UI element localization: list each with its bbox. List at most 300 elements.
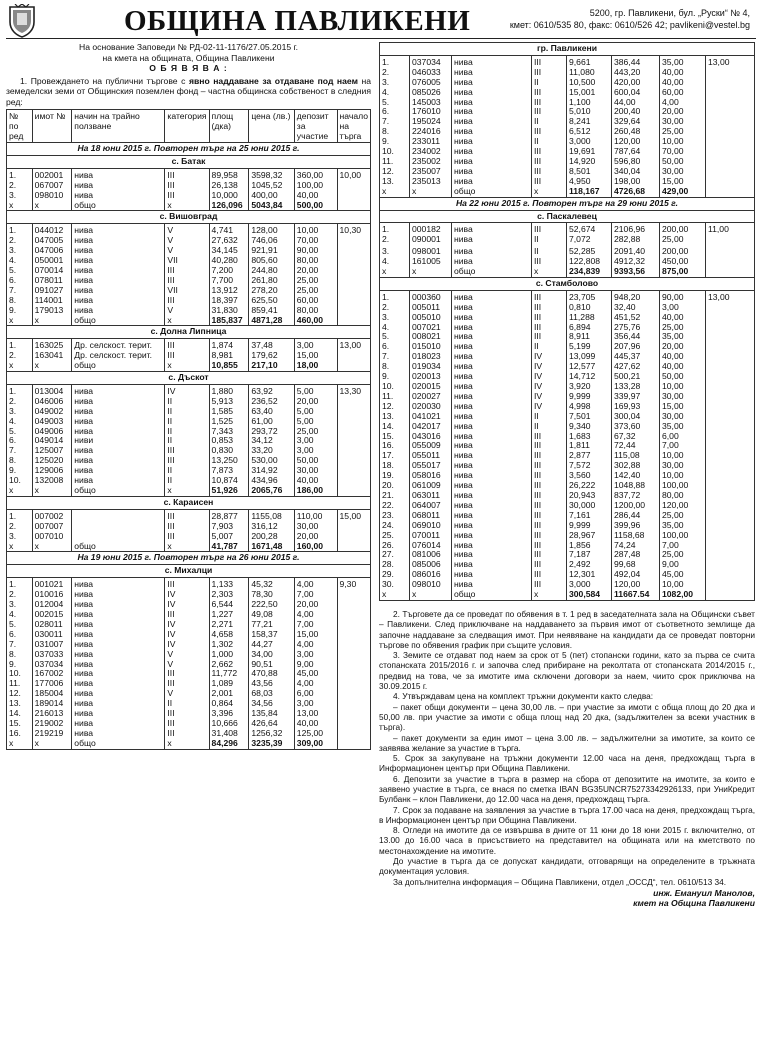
cell-deposit: 40,00 — [294, 476, 337, 486]
col-num: № по ред — [7, 110, 33, 143]
note-paragraph: 5. Срок за закупуване на тръжни документи 12.00 часа на деня, предхождащ търга в Информационен център при Община Павликени. — [379, 753, 755, 774]
cell-imot: 030011 — [32, 630, 72, 640]
cell-start — [706, 107, 755, 117]
cell-price: 77,21 — [249, 620, 294, 630]
cell-num: 2. — [380, 303, 410, 313]
cell-use — [72, 509, 165, 521]
cell-imot: x — [32, 316, 72, 326]
village-row — [380, 277, 755, 290]
cell-category: III — [532, 481, 567, 491]
cell-use: нива — [72, 729, 165, 739]
table-row — [380, 580, 755, 590]
cell-category: III — [532, 550, 567, 560]
cell-deposit: 7,00 — [660, 441, 706, 451]
cell-num: 4. — [7, 256, 33, 266]
cell-start — [706, 412, 755, 422]
cell-imot: 076014 — [410, 541, 452, 551]
cell-start: 13,00 — [337, 339, 370, 351]
cell-use: нива — [72, 476, 165, 486]
table-row — [7, 168, 371, 180]
cell-use: нива — [452, 332, 532, 342]
village-name: с. Паскалевец — [380, 210, 755, 223]
cell-category: III — [532, 290, 567, 302]
cell-num: x — [7, 201, 33, 211]
cell-start — [337, 630, 370, 640]
table-row — [7, 650, 371, 660]
col-start: начало на търга — [337, 110, 370, 143]
cell-num: 4. — [380, 323, 410, 333]
cell-price: 11667.54 — [612, 590, 660, 600]
cell-area: 1,000 — [209, 650, 249, 660]
cell-start — [337, 610, 370, 620]
cell-area: 5,010 — [567, 107, 612, 117]
cell-area: 185,837 — [209, 316, 249, 326]
cell-imot: 224016 — [410, 127, 452, 137]
cell-price: 316,12 — [249, 522, 294, 532]
cell-area: 0,830 — [209, 446, 249, 456]
cell-num: x — [380, 590, 410, 600]
cell-category: IV — [165, 590, 209, 600]
cell-imot: 067007 — [32, 181, 72, 191]
cell-imot: 132008 — [32, 476, 72, 486]
cell-imot: 007021 — [410, 323, 452, 333]
cell-imot: 234002 — [410, 147, 452, 157]
cell-num: 6. — [7, 276, 33, 286]
cell-category: VII — [165, 286, 209, 296]
cell-category: II — [532, 78, 567, 88]
cell-imot: x — [32, 201, 72, 211]
cell-imot: 078011 — [32, 276, 72, 286]
cell-area: 7,200 — [209, 266, 249, 276]
cell-use: нива — [72, 650, 165, 660]
cell-deposit: 35,00 — [660, 422, 706, 432]
cell-area: 10,500 — [567, 78, 612, 88]
cell-num: 1. — [7, 224, 33, 236]
cell-area: 34,145 — [209, 246, 249, 256]
cell-deposit: 30,00 — [660, 392, 706, 402]
cell-deposit: 500,00 — [294, 201, 337, 211]
cell-category: III — [532, 55, 567, 67]
cell-use: нива — [452, 127, 532, 137]
cell-price: 78,30 — [249, 590, 294, 600]
cell-deposit: 30,00 — [660, 412, 706, 422]
cell-imot: 049002 — [32, 407, 72, 417]
total-row — [380, 267, 755, 277]
cell-num: 9. — [380, 372, 410, 382]
cell-num: 7. — [380, 352, 410, 362]
cell-start — [706, 491, 755, 501]
cell-area: 1,585 — [209, 407, 249, 417]
cell-num: 4. — [7, 610, 33, 620]
cell-deposit: 10,00 — [660, 580, 706, 590]
cell-area: 52,285 — [567, 245, 612, 257]
cell-deposit: 10,00 — [660, 471, 706, 481]
cell-use: нива — [452, 117, 532, 127]
cell-price: 260,48 — [612, 127, 660, 137]
cell-category: III — [532, 580, 567, 590]
cell-category: III — [165, 729, 209, 739]
cell-area: 122,808 — [567, 257, 612, 267]
cell-deposit: 45,00 — [660, 570, 706, 580]
cell-use: ниви — [72, 436, 165, 446]
cell-use: нива — [452, 432, 532, 442]
cell-deposit: 18,00 — [294, 361, 337, 371]
cell-start — [337, 542, 370, 552]
cell-category: III — [532, 313, 567, 323]
cell-price: 99,68 — [612, 560, 660, 570]
cell-area: 11,288 — [567, 313, 612, 323]
cell-num: 2. — [380, 235, 410, 245]
cell-num: 12. — [380, 167, 410, 177]
cell-start — [337, 660, 370, 670]
village-name: гр. Павликени — [380, 43, 755, 56]
cell-use: нива — [452, 461, 532, 471]
cell-price: 287,48 — [612, 550, 660, 560]
cell-category: III — [532, 451, 567, 461]
cell-num: 9. — [7, 466, 33, 476]
cell-area: 2,492 — [567, 560, 612, 570]
cell-num: 1. — [7, 384, 33, 396]
cell-deposit: 3,00 — [294, 436, 337, 446]
cell-area: 5,199 — [567, 342, 612, 352]
cell-area: 28,967 — [567, 531, 612, 541]
cell-num: 3. — [380, 313, 410, 323]
cell-area: 3,000 — [567, 137, 612, 147]
cell-start — [706, 68, 755, 78]
cell-use: нива — [72, 590, 165, 600]
cell-deposit: 25,00 — [660, 550, 706, 560]
cell-imot: 000360 — [410, 290, 452, 302]
cell-use: нива — [72, 384, 165, 396]
cell-use: нива — [72, 719, 165, 729]
cell-start — [337, 181, 370, 191]
cell-num: 9. — [380, 137, 410, 147]
cell-start — [706, 127, 755, 137]
cell-deposit: 186,00 — [294, 486, 337, 496]
cell-deposit: 120,00 — [660, 501, 706, 511]
cell-start — [337, 486, 370, 496]
auction-date-row — [380, 197, 755, 210]
cell-price: 200,40 — [612, 107, 660, 117]
cell-deposit: 25,00 — [660, 127, 706, 137]
cell-deposit: 70,00 — [294, 236, 337, 246]
cell-use: нива — [452, 55, 532, 67]
cell-num: 6. — [380, 107, 410, 117]
cell-imot: 020027 — [410, 392, 452, 402]
cell-imot: 043016 — [410, 432, 452, 442]
cell-category: III — [532, 461, 567, 471]
cell-area: 20,943 — [567, 491, 612, 501]
cell-num: 15. — [380, 432, 410, 442]
cell-deposit: 3,00 — [294, 339, 337, 351]
cell-deposit: 13,00 — [294, 709, 337, 719]
cell-use: нива — [452, 107, 532, 117]
cell-num: 2. — [7, 181, 33, 191]
cell-start — [706, 303, 755, 313]
cell-area: 8,981 — [209, 351, 249, 361]
cell-price: 33,20 — [249, 446, 294, 456]
cell-deposit: 20,00 — [294, 397, 337, 407]
cell-use: общо — [452, 187, 532, 197]
cell-area: 1,874 — [209, 339, 249, 351]
cell-category: II — [532, 137, 567, 147]
cell-price: 68,03 — [249, 689, 294, 699]
note-paragraph: До участие в търга да се допускат кандидати, отговарящи на определените в тръжната документация условия. — [379, 856, 755, 877]
auction-date: На 22 юни 2015 г. Повторен търг на 29 юни 2015 г. — [380, 197, 755, 210]
cell-start — [337, 286, 370, 296]
cell-imot: 013004 — [32, 384, 72, 396]
cell-num: 3. — [7, 407, 33, 417]
cell-num: 7. — [7, 640, 33, 650]
cell-deposit: 25,00 — [660, 511, 706, 521]
cell-deposit: 70,00 — [660, 147, 706, 157]
cell-category: III — [532, 147, 567, 157]
cell-deposit: 40,00 — [660, 78, 706, 88]
cell-category: V — [165, 306, 209, 316]
cell-category: II — [532, 245, 567, 257]
cell-num: 2. — [7, 236, 33, 246]
cell-price: 217,10 — [249, 361, 294, 371]
cell-use: нива — [452, 68, 532, 78]
cell-price: 451,52 — [612, 313, 660, 323]
cell-start — [706, 511, 755, 521]
cell-price: 4871,28 — [249, 316, 294, 326]
cell-area: 52,674 — [567, 223, 612, 235]
cell-area: 26,138 — [209, 181, 249, 191]
cell-deposit: 100,00 — [294, 181, 337, 191]
cell-num: x — [380, 267, 410, 277]
cell-use: нива — [452, 570, 532, 580]
cell-use: нива — [452, 412, 532, 422]
table-row — [380, 177, 755, 187]
cell-price: 63,92 — [249, 384, 294, 396]
cell-use: нива — [72, 610, 165, 620]
cell-area: 5,007 — [209, 532, 249, 542]
cell-start — [706, 580, 755, 590]
village-name: с. Караисен — [7, 496, 371, 509]
cell-deposit: 460,00 — [294, 316, 337, 326]
cell-imot: 061009 — [410, 481, 452, 491]
cell-category: IV — [165, 630, 209, 640]
cell-category: IV — [532, 402, 567, 412]
cell-use: нива — [452, 177, 532, 187]
cell-deposit: 3,00 — [294, 650, 337, 660]
cell-use: нива — [72, 266, 165, 276]
cell-num: 3. — [380, 78, 410, 88]
cell-deposit: 40,00 — [660, 313, 706, 323]
cell-price: 386,44 — [612, 55, 660, 67]
cell-category: II — [165, 436, 209, 446]
cell-area: 28,877 — [209, 509, 249, 521]
cell-start — [706, 257, 755, 267]
note-paragraph: 6. Депозити за участие в търга в размер на сбора от депозитите на имотите, за които е заявено участие в търга, се внася по сметка IBAN BG35UNCR75273342926133, при УниКредит Булбанк – клон Павликени, до 12.00 часа на деня, предхождащ търга. — [379, 773, 755, 805]
cell-num: 8. — [7, 296, 33, 306]
cell-imot: 114001 — [32, 296, 72, 306]
cell-num: 3. — [7, 191, 33, 201]
cell-use: общо — [72, 542, 165, 552]
cell-use: нива — [72, 224, 165, 236]
cell-category: III — [532, 127, 567, 137]
cell-num: 2. — [7, 351, 33, 361]
cell-area: 6,512 — [567, 127, 612, 137]
cell-category: III — [532, 98, 567, 108]
cell-category: V — [165, 660, 209, 670]
cell-category: III — [532, 471, 567, 481]
cell-price: 286,44 — [612, 511, 660, 521]
cell-price: 72,44 — [612, 441, 660, 451]
cell-use: нива — [452, 382, 532, 392]
cell-start — [706, 323, 755, 333]
cell-area: 11,080 — [567, 68, 612, 78]
cell-deposit: 309,00 — [294, 739, 337, 749]
cell-price: 44,00 — [612, 98, 660, 108]
cell-imot: x — [32, 739, 72, 749]
cell-category: V — [165, 689, 209, 699]
cell-use: нива — [72, 256, 165, 266]
cell-num: 21. — [380, 491, 410, 501]
cell-start — [706, 372, 755, 382]
note-paragraph: За допълнителна информация – Община Павликени, отдел „ОССД“, тел. 0610/513 34. — [393, 876, 727, 887]
cell-price: 302,88 — [612, 461, 660, 471]
cell-use: нива — [452, 471, 532, 481]
cell-start — [337, 397, 370, 407]
cell-price: 34,12 — [249, 436, 294, 446]
cell-start — [706, 117, 755, 127]
cell-area: 27,632 — [209, 236, 249, 246]
cell-start — [337, 600, 370, 610]
cell-deposit: 25,00 — [294, 427, 337, 437]
cell-area: 4,950 — [567, 177, 612, 187]
cell-use: общо — [72, 316, 165, 326]
cell-area: 1,525 — [209, 417, 249, 427]
cell-imot: 085026 — [410, 88, 452, 98]
cell-deposit: 10,00 — [294, 224, 337, 236]
village-row — [7, 155, 371, 168]
cell-imot: 002001 — [32, 168, 72, 180]
cell-price: 492,04 — [612, 570, 660, 580]
cell-price: 261,80 — [249, 276, 294, 286]
cell-use: нива — [452, 137, 532, 147]
cell-category: V — [165, 224, 209, 236]
cell-num: 1. — [380, 223, 410, 235]
cell-price: 63,40 — [249, 407, 294, 417]
notes — [379, 609, 755, 887]
note-paragraph: 2. Търговете да се проведат по обявения в т. 1 ред в заседателната зала на Общински съвет – Павликени. След приключване на наддаването за първия имот от съответното землище да започне наддаване за следващия имот. При неявяване на кандидати да се проведат повторни търгове по обявения график при същите условия. — [379, 608, 755, 650]
cell-deposit: 25,00 — [660, 323, 706, 333]
cell-start — [706, 441, 755, 451]
cell-imot: 055011 — [410, 451, 452, 461]
cell-area: 7,903 — [209, 522, 249, 532]
cell-price: 1200,00 — [612, 501, 660, 511]
cell-area: 1,880 — [209, 384, 249, 396]
cell-price: 200,28 — [249, 532, 294, 542]
cell-deposit: 160,00 — [294, 542, 337, 552]
cell-start — [337, 476, 370, 486]
right-table-body — [380, 43, 755, 601]
cell-start — [706, 362, 755, 372]
cell-imot: 216013 — [32, 709, 72, 719]
cell-start — [337, 236, 370, 246]
cell-deposit: 4,00 — [294, 578, 337, 590]
cell-category: III — [165, 719, 209, 729]
cell-price: 356,44 — [612, 332, 660, 342]
auction-date: На 19 юни 2015 г. Повторен търг на 26 юни 2015 г. — [7, 552, 371, 565]
cell-imot: 167002 — [32, 669, 72, 679]
cell-deposit: 10,00 — [660, 137, 706, 147]
cell-start — [337, 522, 370, 532]
cell-imot: 001021 — [32, 578, 72, 590]
cell-category: II — [165, 407, 209, 417]
cell-start — [706, 432, 755, 442]
cell-deposit: 15,00 — [294, 351, 337, 361]
cell-deposit: 35,00 — [660, 521, 706, 531]
cell-imot: 010016 — [32, 590, 72, 600]
cell-category: V — [165, 236, 209, 246]
total-row — [7, 739, 371, 749]
cell-deposit: 10,00 — [660, 451, 706, 461]
cell-num: 11. — [380, 157, 410, 167]
cell-num: 10. — [380, 147, 410, 157]
cell-start — [706, 332, 755, 342]
cell-use: нива — [452, 501, 532, 511]
cell-start — [337, 590, 370, 600]
cell-use: общо — [452, 267, 532, 277]
cell-num: 2. — [7, 397, 33, 407]
cell-category: III — [532, 491, 567, 501]
cell-category: III — [532, 68, 567, 78]
cell-area: 1,856 — [567, 541, 612, 551]
cell-price: 278,20 — [249, 286, 294, 296]
cell-start — [337, 466, 370, 476]
cell-start — [706, 422, 755, 432]
cell-area: 8,911 — [567, 332, 612, 342]
cell-use: нива — [72, 296, 165, 306]
cell-start — [337, 191, 370, 201]
cell-num: 1. — [380, 290, 410, 302]
cell-use: нива — [72, 407, 165, 417]
cell-price: 32,40 — [612, 303, 660, 313]
cell-category: III — [532, 521, 567, 531]
cell-use: нива — [452, 541, 532, 551]
cell-use: нива — [452, 441, 532, 451]
cell-area: 15,001 — [567, 88, 612, 98]
cell-price: 1158,68 — [612, 531, 660, 541]
cell-imot: 020030 — [410, 402, 452, 412]
cell-imot: 020013 — [410, 372, 452, 382]
cell-use: нива — [72, 168, 165, 180]
cell-num: 10. — [7, 476, 33, 486]
total-row — [7, 316, 371, 326]
cell-deposit: 3,00 — [294, 699, 337, 709]
cell-area: 2,271 — [209, 620, 249, 630]
cell-category: III — [532, 157, 567, 167]
col-deposit: депозит за участие — [294, 110, 337, 143]
cell-use: нива — [72, 699, 165, 709]
cell-area: 41,787 — [209, 542, 249, 552]
cell-use: нива — [452, 88, 532, 98]
cell-imot: 046033 — [410, 68, 452, 78]
cell-imot: 070011 — [410, 531, 452, 541]
cell-start — [706, 550, 755, 560]
cell-price: 5043,84 — [249, 201, 294, 211]
cell-imot: 068011 — [410, 511, 452, 521]
cell-price: 1045,52 — [249, 181, 294, 191]
cell-use: Др. селскост. терит. — [72, 351, 165, 361]
signer-name: инж. Емануил Манолов, — [653, 887, 755, 898]
cell-num: 5. — [380, 98, 410, 108]
cell-use: нива — [72, 669, 165, 679]
phones-email: кмет: 0610/535 80, факс: 0610/526 42; pavlikeni@vestel.bg — [509, 20, 750, 30]
